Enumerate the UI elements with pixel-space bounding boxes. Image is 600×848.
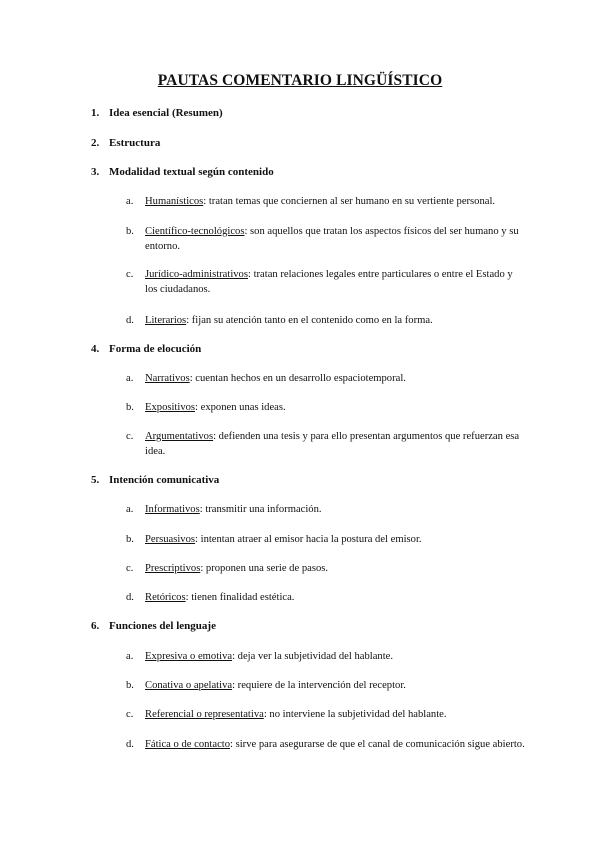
- section-heading: Estructura: [109, 137, 161, 149]
- list-item: [126, 502, 526, 517]
- list-item: [126, 371, 526, 386]
- item-letter: c.: [126, 709, 134, 720]
- item-letter: d.: [126, 739, 134, 750]
- section-number: 4.: [91, 343, 100, 355]
- list-item: [126, 224, 526, 254]
- section-number: 5.: [91, 474, 100, 486]
- item-letter: c.: [126, 431, 134, 442]
- item-description: : tienen finalidad estética.: [185, 592, 295, 603]
- item-description: : fijan su atención tanto en el contenido como en la forma.: [186, 315, 433, 326]
- item-description: : sirve para asegurarse de que el canal de comunicación sigue abierto.: [230, 739, 525, 750]
- item-description: : intentan atraer al emisor hacia la postura del emisor.: [195, 534, 422, 545]
- section-heading: Intención comunicativa: [109, 474, 220, 486]
- item-letter: c.: [126, 269, 134, 280]
- item-description: : cuentan hechos en un desarrollo espaciotemporal.: [189, 373, 406, 384]
- item-letter: d.: [126, 315, 134, 326]
- list-item: [126, 313, 526, 328]
- section-heading: Modalidad textual según contenido: [109, 166, 274, 178]
- item-term: Retóricos: [145, 592, 186, 603]
- item-description: : no interviene la subjetividad del hablante.: [263, 709, 447, 720]
- item-description: : exponen unas ideas.: [195, 402, 286, 413]
- item-term: Persuasivos: [145, 534, 196, 545]
- list-item: [126, 532, 526, 547]
- item-term: Referencial o representativa: [145, 709, 264, 720]
- item-term: Científico-tecnológicos: [145, 226, 245, 237]
- item-letter: c.: [126, 563, 134, 574]
- item-term: Expresiva o emotiva: [145, 651, 233, 662]
- document-title: PAUTAS COMENTARIO LINGÜÍSTICO: [157, 72, 443, 89]
- item-description: : son aquellos que tratan los aspectos físicos del ser humano y su entorno.: [145, 226, 519, 252]
- list-item: [126, 429, 526, 459]
- list-item: [126, 678, 526, 693]
- item-letter: a.: [126, 196, 134, 207]
- section-heading: Forma de elocución: [109, 343, 202, 355]
- list-item: [126, 590, 526, 605]
- section-number: 6.: [91, 620, 100, 632]
- item-letter: a.: [126, 373, 134, 384]
- item-description: : transmitir una información.: [199, 504, 322, 515]
- item-term: Literarios: [145, 315, 187, 326]
- section-number: 3.: [91, 166, 100, 178]
- item-description: : proponen una serie de pasos.: [200, 563, 329, 574]
- item-letter: a.: [126, 651, 134, 662]
- section-heading: Idea esencial (Resumen): [109, 107, 223, 119]
- item-letter: b.: [126, 402, 134, 413]
- list-item: [126, 267, 526, 297]
- item-description: : requiere de la intervención del receptor.: [232, 680, 406, 691]
- item-description: : tratan relaciones legales entre particulares o entre el Estado y los ciudadanos.: [145, 269, 513, 295]
- item-term: Narrativos: [145, 373, 190, 384]
- item-term: Conativa o apelativa: [145, 680, 233, 691]
- item-term: Informativos: [145, 504, 200, 515]
- item-term: Prescriptivos: [145, 563, 201, 574]
- list-item: [126, 561, 526, 576]
- item-description: : defienden una tesis y para ello presentan argumentos que refuerzan esa idea.: [145, 431, 520, 457]
- item-term: Jurídico-administrativos: [145, 269, 248, 280]
- item-letter: d.: [126, 592, 134, 603]
- list-item: [126, 400, 526, 415]
- item-description: : deja ver la subjetividad del hablante.: [232, 651, 393, 662]
- item-term: Argumentativos: [145, 431, 214, 442]
- item-letter: b.: [126, 226, 134, 237]
- item-term: Humanísticos: [145, 196, 204, 207]
- list-item: [126, 194, 526, 209]
- item-letter: b.: [126, 534, 134, 545]
- item-description: : tratan temas que conciernen al ser humano en su vertiente personal.: [203, 196, 496, 207]
- list-item: [126, 649, 526, 664]
- item-term: Fática o de contacto: [145, 739, 231, 750]
- item-letter: a.: [126, 504, 134, 515]
- section-number: 2.: [91, 137, 100, 149]
- section-number: 1.: [91, 107, 100, 119]
- list-item: [126, 707, 526, 722]
- section-heading: Funciones del lenguaje: [109, 620, 216, 632]
- item-term: Expositivos: [145, 402, 196, 413]
- list-item: [126, 737, 526, 752]
- item-letter: b.: [126, 680, 134, 691]
